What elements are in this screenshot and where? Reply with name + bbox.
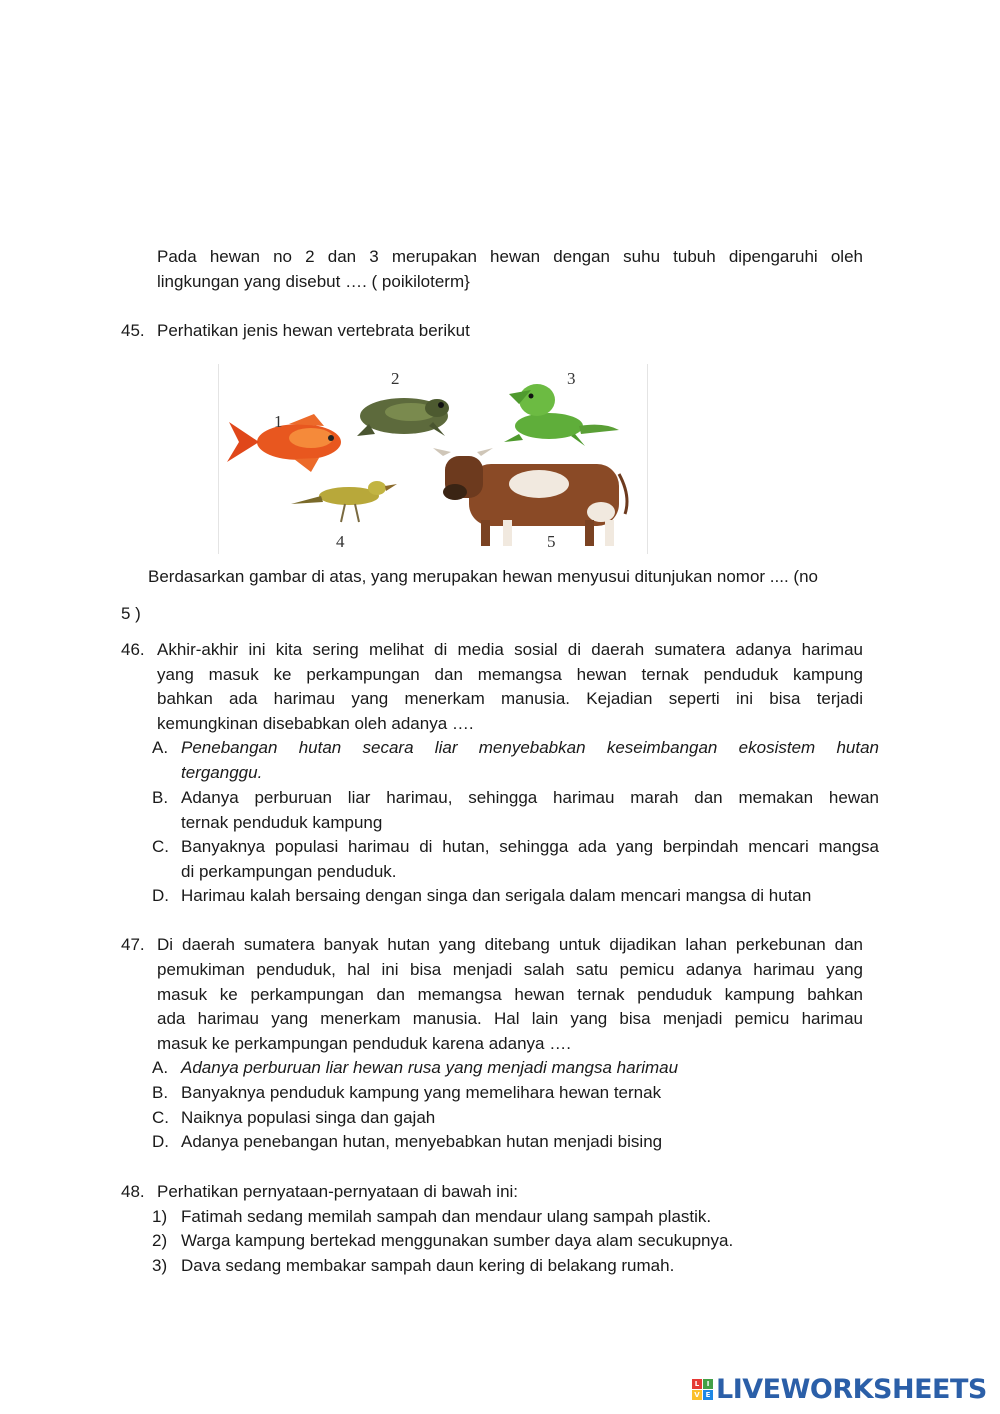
q48-item-2-number: 2) [152, 1231, 168, 1250]
figure-label-4: 4 [336, 532, 345, 551]
q47-option-c-letter: C. [152, 1108, 169, 1127]
q46-option-c-letter: C. [152, 837, 169, 856]
q46-option-c-line-2: di perkampungan penduduk. [181, 862, 397, 881]
q46-option-a-letter: A. [152, 738, 169, 757]
q45-answer-line-2: 5 ) [121, 604, 141, 623]
q46-option-d-letter: D. [152, 886, 169, 905]
vertebrate-animals-figure [218, 364, 648, 554]
bird-image [291, 481, 397, 522]
figure-label-3: 3 [567, 369, 576, 388]
lizard-image [504, 384, 619, 446]
q47-line-4: ada harimau yang menerkam manusia. Hal lain yang bisa menjadi pemicu harimau [157, 1009, 863, 1028]
q46-line-2: yang masuk ke perkampungan dan memangsa hewan ternak penduduk kampung [157, 665, 863, 684]
cow-image [433, 448, 627, 546]
q47-option-a-letter: A. [152, 1058, 169, 1077]
q46-option-b-line-1: Adanya perburuan liar harimau, sehingga harimau marah dan memakan hewan [181, 788, 879, 807]
animals-illustration [219, 364, 649, 554]
q46-line-3: bahkan ada harimau yang menerkam manusia. Kejadian seperti ini bisa terjadi [157, 689, 863, 708]
logo-letter-l: L [692, 1379, 702, 1389]
fish-image [227, 414, 341, 472]
q47-option-d-text: Adanya penebangan hutan, menyebabkan hutan menjadi bising [181, 1132, 663, 1151]
q47-option-d-letter: D. [152, 1132, 169, 1151]
q46-option-b-line-2: ternak penduduk kampung [181, 813, 383, 832]
intro-line-2: lingkungan yang disebut …. ( poikiloterm} [157, 272, 470, 291]
q46-option-a-line-2: terganggu. [181, 763, 263, 782]
q47-line-2: pemukiman penduduk, hal ini bisa menjadi salah satu pemicu adanya harimau yang [157, 960, 863, 979]
q45-answer-line-1: Berdasarkan gambar di atas, yang merupakan hewan menyusui ditunjukan nomor .... (no [148, 567, 818, 586]
q47-option-b-text: Banyaknya penduduk kampung yang memelihara hewan ternak [181, 1083, 662, 1102]
q47-option-c-text: Naiknya populasi singa dan gajah [181, 1108, 436, 1127]
q47-line-1: Di daerah sumatera banyak hutan yang ditebang untuk dijadikan lahan perkebunan dan [157, 935, 863, 954]
q47-option-b-letter: B. [152, 1083, 169, 1102]
frog-image [357, 398, 449, 436]
logo-grid-icon [692, 1379, 713, 1400]
q46-line-1: Akhir-akhir ini kita sering melihat di media sosial di daerah sumatera adanya harimau [157, 640, 863, 659]
figure-label-2: 2 [391, 369, 400, 388]
q48-text: Perhatikan pernyataan-pernyataan di bawah ini: [157, 1182, 519, 1201]
q48-number: 48. [121, 1182, 145, 1201]
q48-item-2-text: Warga kampung bertekad menggunakan sumber daya alam secukupnya. [181, 1231, 734, 1250]
logo-letter-i: I [703, 1379, 713, 1389]
q45-number: 45. [121, 321, 145, 340]
q46-line-4: kemungkinan disebabkan oleh adanya …. [157, 714, 474, 733]
q48-item-3-text: Dava sedang membakar sampah daun kering di belakang rumah. [181, 1256, 675, 1275]
q47-line-5: masuk ke perkampungan penduduk karena adanya …. [157, 1034, 571, 1053]
intro-line-1: Pada hewan no 2 dan 3 merupakan hewan dengan suhu tubuh dipengaruhi oleh [157, 247, 863, 266]
q47-option-a-text: Adanya perburuan liar hewan rusa yang menjadi mangsa harimau [181, 1058, 679, 1077]
logo-letter-e: E [703, 1390, 713, 1400]
q48-item-1-number: 1) [152, 1207, 168, 1226]
q46-number: 46. [121, 640, 145, 659]
figure-label-1: 1 [274, 412, 283, 431]
q47-line-3: masuk ke perkampungan dan memangsa hewan ternak penduduk kampung bahkan [157, 985, 863, 1004]
logo-text: LIVEWORKSHEETS [716, 1373, 987, 1405]
q48-item-3-number: 3) [152, 1256, 168, 1275]
q46-option-a-line-1: Penebangan hutan secara liar menyebabkan keseimbangan ekosistem hutan [181, 738, 879, 757]
figure-label-5: 5 [547, 532, 556, 551]
q47-number: 47. [121, 935, 145, 954]
logo-letter-v: V [692, 1390, 702, 1400]
q46-option-c-line-1: Banyaknya populasi harimau di hutan, sehingga ada yang berpindah mencari mangsa [181, 837, 879, 856]
liveworksheets-logo[interactable] [692, 1374, 987, 1404]
q48-item-1-text: Fatimah sedang memilah sampah dan mendaur ulang sampah plastik. [181, 1207, 712, 1226]
q45-text: Perhatikan jenis hewan vertebrata berikut [157, 321, 470, 340]
q46-option-d-line-1: Harimau kalah bersaing dengan singa dan serigala dalam mencari mangsa di hutan [181, 886, 812, 905]
q46-option-b-letter: B. [152, 788, 169, 807]
